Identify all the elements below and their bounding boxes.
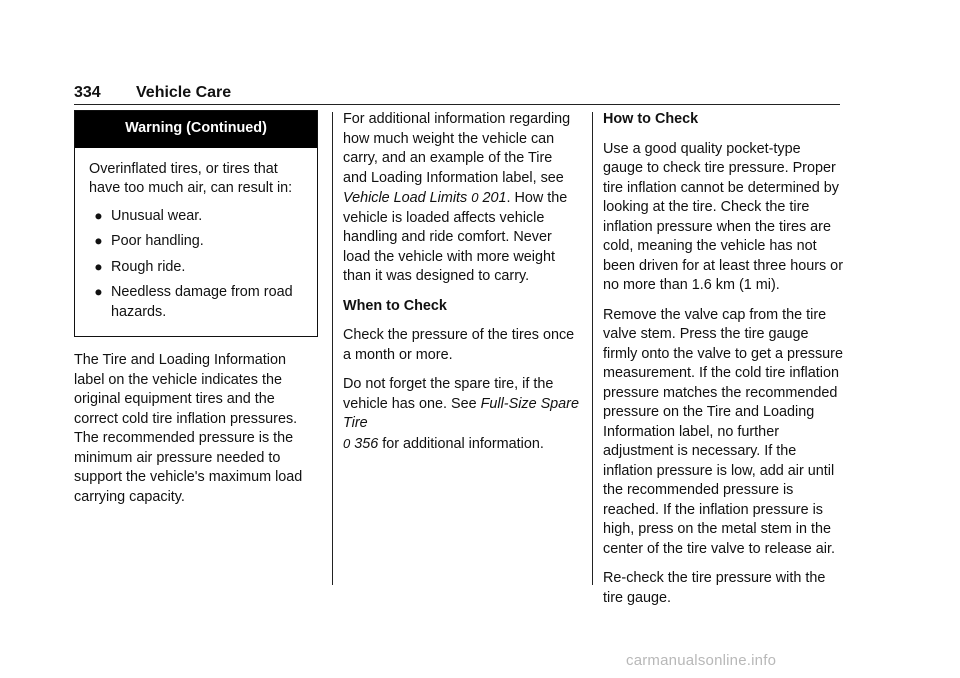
xref-full-size-spare-tire[interactable]: Full-Size Spare Tire 0 356 [343, 395, 579, 452]
how-to-check-heading: How to Check [603, 111, 699, 127]
page-header [74, 80, 840, 105]
warning-box [74, 110, 318, 337]
when-to-check-heading: When to Check [343, 297, 447, 314]
warning-list [89, 207, 307, 323]
valve-paragraph: Remove the valve cap from the tire valve stem. Press the tire gauge firmly onto the valve to get a pressure measurement. If the cold tire inflation pressure matches the recommended pressure on the Tire and Loading Information label, no further adjustment is necessary. If the inflation pressure is low, add air until the recommended pressure is reached. If the inflation pressure is high, press on the metal stem in the center of the tire valve to release air. [603, 306, 843, 557]
tire-label-paragraph: The Tire and Loading Information label on the vehicle indicates the original equipment tires and the correct cold tire inflation pressures. The recommended pressure is the minimum air pressure needed to support the vehicle's maximum load carrying capacity. [74, 352, 303, 505]
list-item: ⚫ Rough ride. [93, 258, 307, 278]
page-ref-arrow-icon: 0 [343, 435, 351, 451]
column-left [74, 110, 318, 517]
column-divider-2 [592, 112, 593, 585]
section-title: Vehicle Care [136, 84, 232, 101]
check-monthly-paragraph: Check the pressure of the tires once a month or more. [343, 327, 575, 363]
xref-vehicle-load-limits[interactable]: Vehicle Load Limits 0 201 [343, 190, 507, 206]
warning-intro: Overinflated tires, or tires that have too much air, can result in: [89, 160, 293, 196]
bullet-icon: ⚫ [93, 234, 104, 249]
list-item: ⚫ Poor handling. [93, 232, 307, 252]
page-number: 334 [74, 84, 101, 101]
column-divider-1 [332, 112, 333, 585]
bullet-icon: ⚫ [93, 259, 104, 275]
spare-tire-paragraph: Do not forget the spare tire, if the vehicle has one. See Full-Size Spare Tire 0 356 for additional information. [343, 376, 579, 452]
warning-title: Warning (Continued) [75, 111, 317, 148]
load-info-paragraph: For additional information regarding how much weight the vehicle can carry, and an example of the Tire and Loading Information label, see Vehicle Load Limits 0 201. How the vehicle is loaded affects vehicle handling and ride comfort. Never load the vehicle with more weight than it was designed to carry. [343, 111, 571, 284]
list-item: ⚫ Needless damage from road hazards. [93, 284, 293, 320]
column-middle [343, 110, 579, 464]
bullet-icon: ⚫ [93, 208, 104, 224]
warning-body [75, 148, 317, 337]
page-ref-arrow-icon: 0 [471, 190, 479, 205]
bullet-icon: ⚫ [93, 285, 104, 300]
column-right [603, 110, 843, 618]
recheck-paragraph: Re-check the tire pressure with the tire gauge. [603, 570, 826, 606]
watermark: carmanualsonline.info [626, 652, 777, 669]
gauge-paragraph: Use a good quality pocket-type gauge to check tire pressure. Proper tire inflation cannot be determined by looking at the tire. Check the tire inflation pressure when the tires are cold, meaning the vehicle has not been driven for at least three hours or no more than 1.6 km (1 mi). [603, 140, 843, 293]
list-item: ⚫ Unusual wear. [93, 207, 307, 227]
